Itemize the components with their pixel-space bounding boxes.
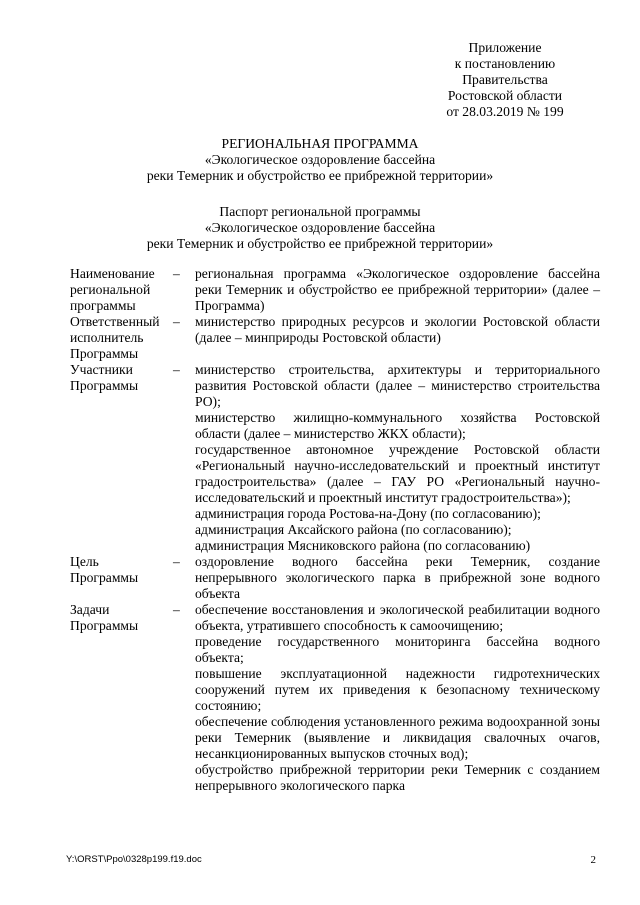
appendix-line: от 28.03.2019 № 199 bbox=[446, 104, 564, 119]
passport-row-executor bbox=[70, 314, 600, 362]
file-path: Y:\ORST\Ppo\0328p199.f19.doc bbox=[66, 854, 202, 865]
row-dash: – bbox=[173, 362, 180, 377]
row-label: Наименование региональной программы bbox=[70, 266, 155, 313]
passport-row-name bbox=[70, 266, 600, 314]
row-dash: – bbox=[173, 602, 180, 617]
row-label: Цель Программы bbox=[70, 554, 139, 585]
passport-title-line: «Экологическое оздоровление бассейна bbox=[204, 220, 436, 235]
page-number: 2 bbox=[590, 854, 596, 866]
row-label: Задачи Программы bbox=[70, 602, 139, 633]
row-content: оздоровление водного бассейна реки Темерник, создание непрерывного экологического парка в прибрежной зоне водного объекта bbox=[195, 554, 600, 601]
row-dash: – bbox=[173, 266, 180, 281]
row-content: региональная программа «Экологическое оздоровление бассейна реки Темерник и обустройство ее прибрежной территории» (далее – Программа) bbox=[195, 266, 600, 313]
row-label: Ответственный исполнитель Программы bbox=[70, 314, 160, 361]
passport-table bbox=[70, 266, 600, 794]
appendix-line: Ростовской области bbox=[447, 88, 563, 103]
row-dash: – bbox=[173, 314, 180, 329]
program-title-line: реки Темерник и обустройство ее прибрежной территории» bbox=[146, 168, 494, 183]
appendix-block bbox=[420, 40, 590, 120]
program-title bbox=[0, 136, 640, 184]
appendix-line: Приложение bbox=[468, 40, 542, 55]
passport-row-participants bbox=[70, 362, 600, 554]
passport-row-tasks bbox=[70, 602, 600, 794]
passport-title-line: Паспорт региональной программы bbox=[219, 204, 421, 219]
passport-row-goal bbox=[70, 554, 600, 602]
program-title-line: РЕГИОНАЛЬНАЯ ПРОГРАММА bbox=[221, 136, 419, 151]
row-content: министерство строительства, архитектуры и территориального развития Ростовской области (далее – министерство строительства РО); министерство жилищно-коммунального хозяйства Ростовской области (далее – министерство ЖКХ области); государственное автономное учреждение Ростовской области «Региональный научно-исследовательский и проектный институт градостроительства» (далее – ГАУ РО «Региональный научно-исследовательский и проектный институт градостроительства»); администрация города Ростова-на-Дону (по согласованию); администрация Аксайского района (по согласованию); администрация Мясниковского района (по согласованию) bbox=[195, 362, 600, 553]
appendix-line: Правительства bbox=[462, 72, 548, 87]
program-title-line: «Экологическое оздоровление бассейна bbox=[204, 152, 436, 167]
row-dash: – bbox=[173, 554, 180, 569]
appendix-line: к постановлению bbox=[454, 56, 556, 71]
row-content: министерство природных ресурсов и экологии Ростовской области (далее – минприроды Ростовской области) bbox=[195, 314, 600, 345]
row-content: обеспечение восстановления и экологической реабилитации водного объекта, утратившего способность к самоочищению; проведение государственного мониторинга бассейна водного объекта; повышение эксплуатационной надежности гидротехнических сооружений путем их приведения к безопасному техническому состоянию; обеспечение соблюдения установленного режима водоохранной зоны реки Темерник (выявление и ликвидация свалочных очагов, несанкционированных выпусков сточных вод); обустройство прибрежной территории реки Темерник с созданием непрерывного экологического парка bbox=[195, 602, 600, 793]
passport-title-line: реки Темерник и обустройство ее прибрежной территории» bbox=[146, 236, 494, 251]
row-label: Участники Программы bbox=[70, 362, 139, 393]
passport-title bbox=[0, 204, 640, 252]
